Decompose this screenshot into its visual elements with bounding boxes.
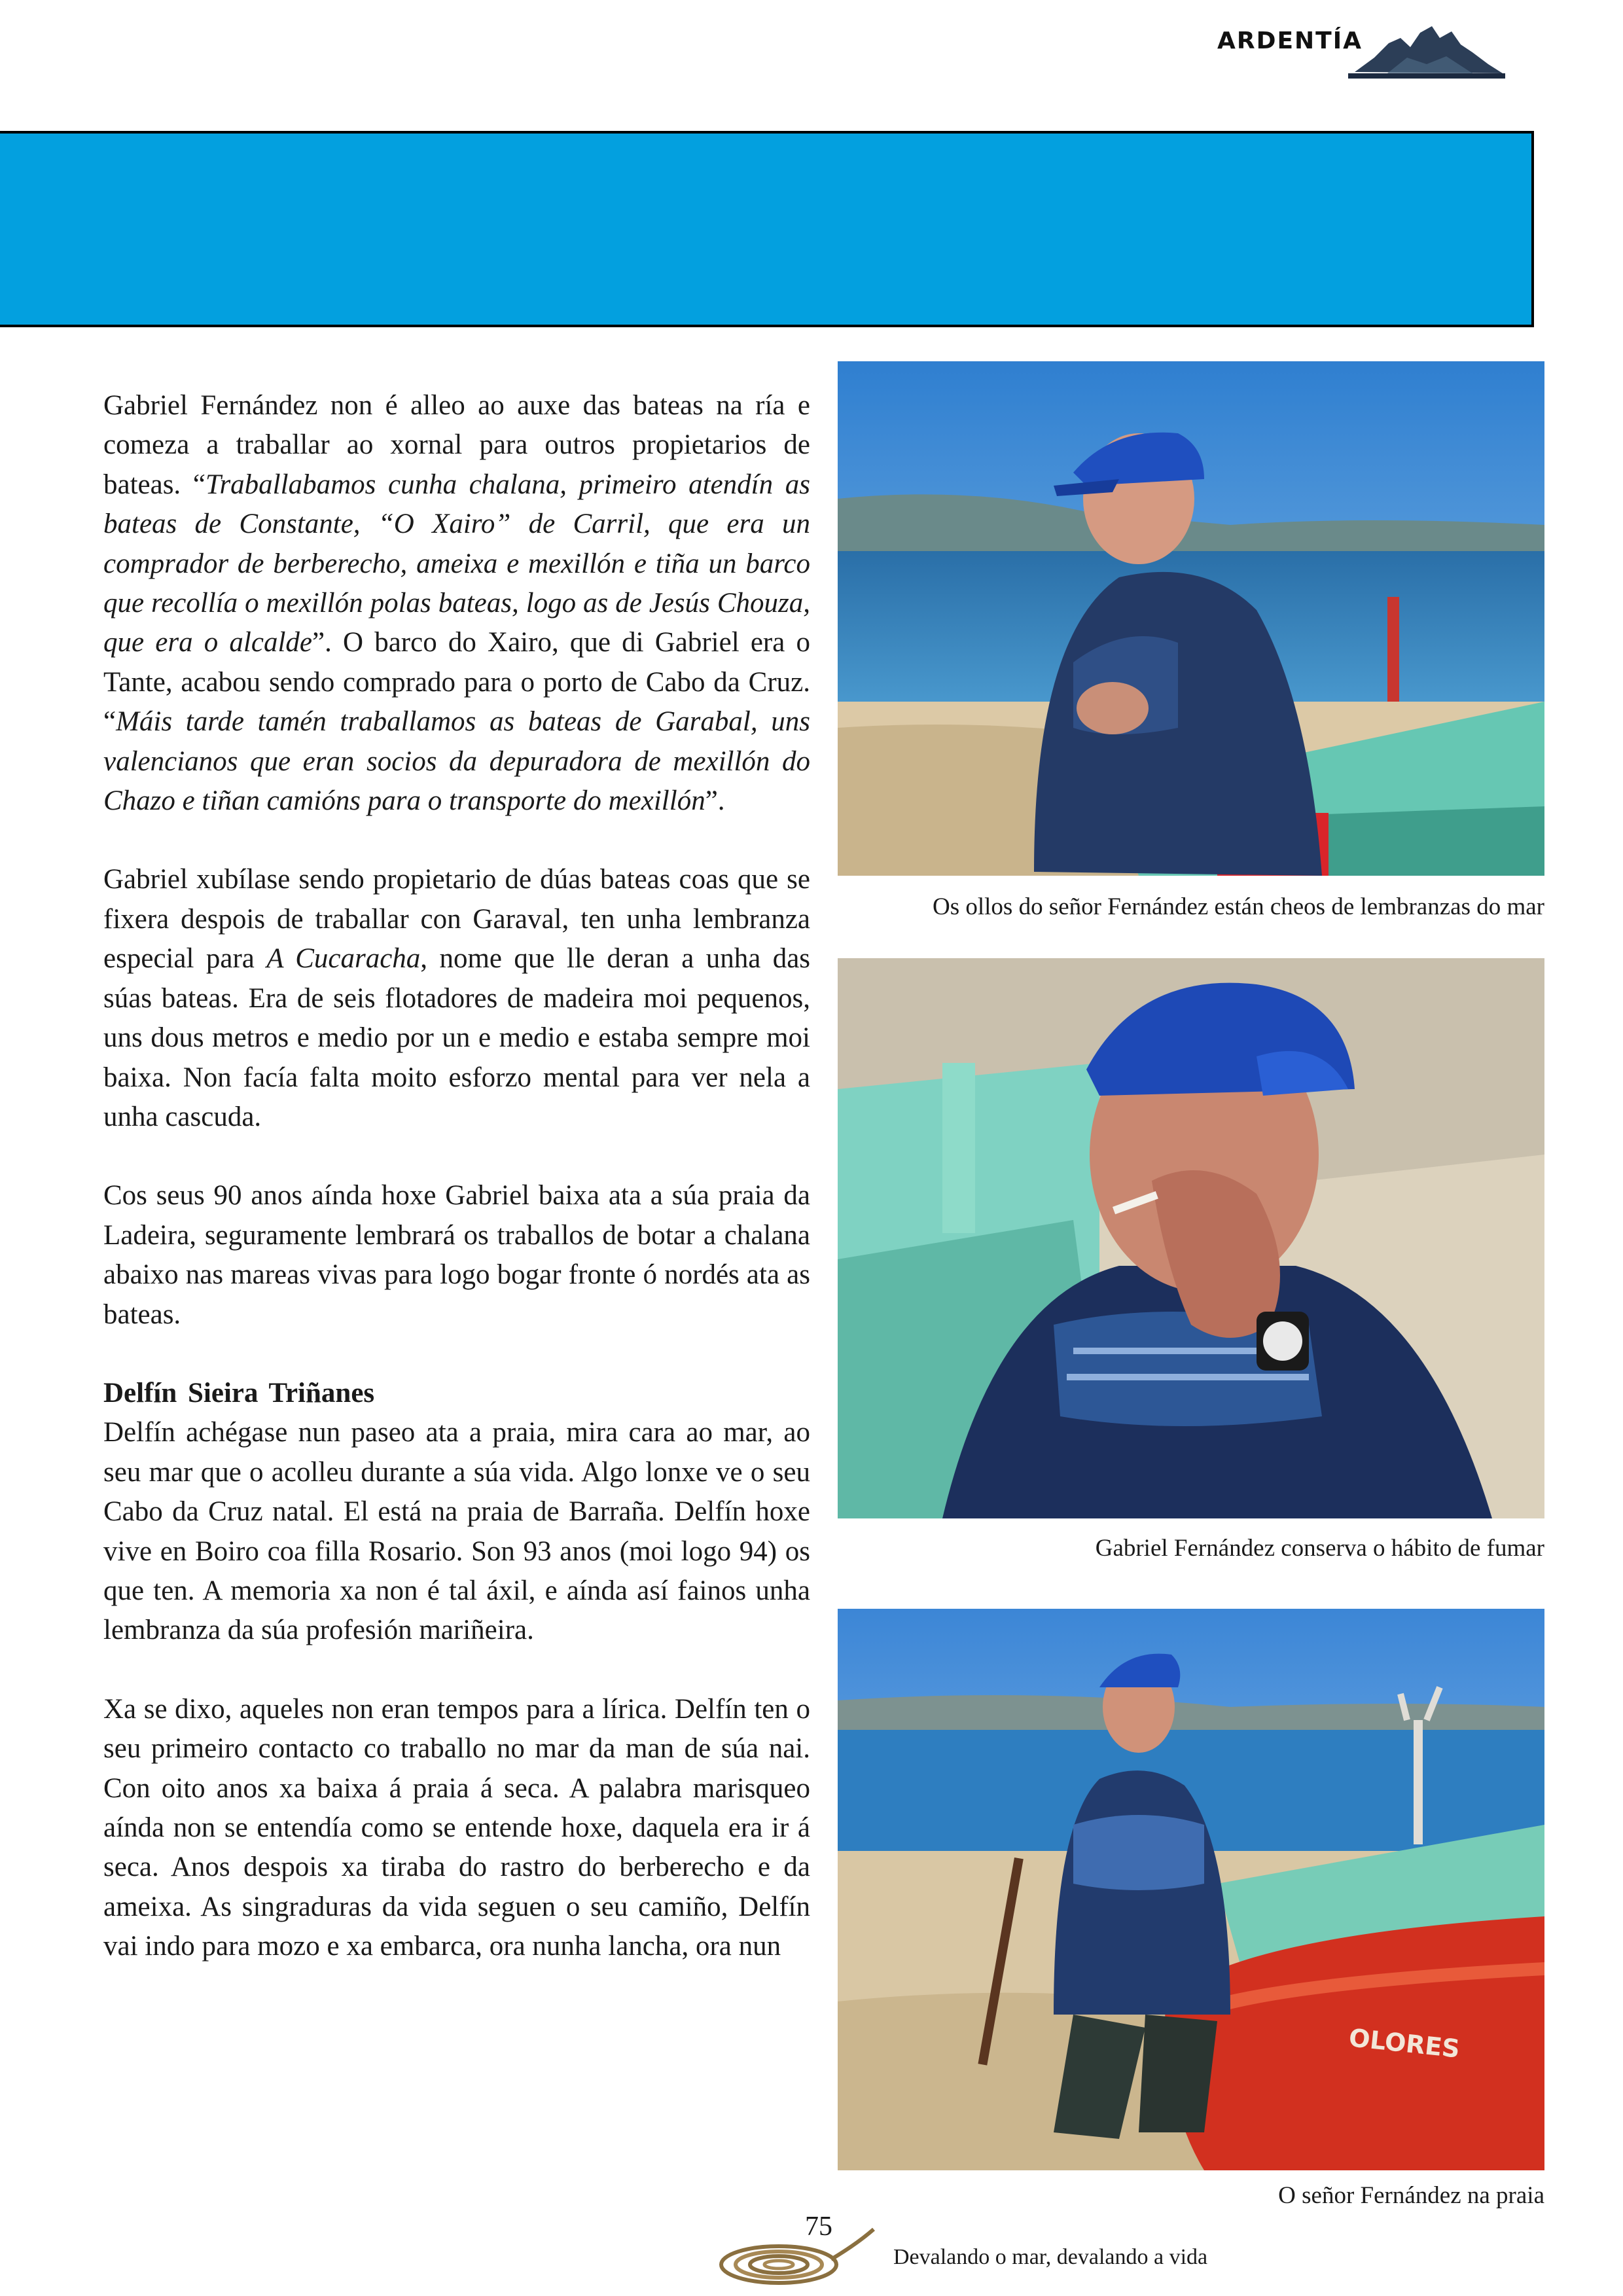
photo-man-by-sea — [838, 361, 1544, 876]
photo-caption-1: Os ollos do señor Fernández están cheos de lembranzas do mar — [933, 893, 1544, 920]
article-body — [103, 386, 810, 2006]
masthead — [1217, 18, 1505, 84]
footer-title: Devalando o mar, devalando a vida — [893, 2245, 1208, 2269]
boat-name-text: OLORES — [1347, 2023, 1461, 2064]
photo-caption-3: O señor Fernández na praia — [1278, 2182, 1544, 2209]
paragraph-4: Delfín achégase nun paseo ata a praia, mira cara ao mar, ao seu mar que o acolleu durante a súa vida. Algo lonxe ve o seu Cabo da Cruz natal. El está na praia de Barraña. Delfín hoxe vive en Boiro coa filla Rosario. Son 93 anos (moi logo 94) os que ten. A memoria xa non é tal áxil, e aínda así fainos unha lembranza da súa profesión mariñeira. — [103, 1417, 810, 1646]
photo-man-smoking-image — [838, 958, 1544, 1518]
photo-man-on-beach-image — [838, 1609, 1544, 2170]
title-banner — [0, 131, 1534, 327]
photo-man-on-beach — [838, 1609, 1544, 2170]
page-number: 75 — [805, 2212, 832, 2242]
photo-man-by-sea-image — [838, 361, 1544, 876]
paragraph-1: Gabriel Fernández non é alleo ao auxe das bateas na ría e comeza a traballar ao xornal para outros propietarios de bateas. “Traballabamos cunha chalana, primeiro atendín as bateas de Constante, “O Xairo” de Carril, que era un comprador de berberecho, ameixa e mexillón e tiña un barco que recollía o mexillón polas bateas, logo as de Jesús Chouza, que era o alcalde”. O barco do Xairo, que di Gabriel era o Tante, acabou sendo comprado para o porto de Cabo da Cruz. “Máis tarde tamén traballamos as bateas de Garabal, uns valencianos que eran socios da depuradora de mexillón do Chazo e tiñan camións para o transporte do mexillón”. — [103, 390, 810, 817]
photo-caption-2: Gabriel Fernández conserva o hábito de fumar — [1095, 1535, 1544, 1562]
magazine-name: ARDENTÍA — [1217, 27, 1363, 54]
rope-coil-icon — [707, 2217, 877, 2289]
rock-island-icon — [1348, 18, 1505, 84]
paragraph-2: Gabriel xubílase sendo propietario de dúas bateas coas que se fixera despois de traballar con Garaval, ten unha lembranza especial para A Cucaracha, nome que lle deran a unha das súas bateas. Era de seis flotadores de madeira moi pequenos, uns dous metros e medio por un e medio e estaba sempre moi baixa. Non facía falta moito esforzo mental para ver nela a unha cascuda. — [103, 864, 811, 1132]
paragraph-3: Cos seus 90 anos aínda hoxe Gabriel baixa ata a súa praia da Ladeira, seguramente lembrará os traballos de botar a chalana abaixo nas mareas vivas para logo bogar fronte ó nordés ata as bateas. — [103, 1180, 810, 1330]
paragraph-5: Xa se dixo, aqueles non eran tempos para a lírica. Delfín ten o seu primeiro contacto co traballo no mar da man de súa nai. Con oito anos xa baixa á praia á seca. A palabra marisqueo aínda non se entendía como se entende hoxe, daquela era ir á seca. Anos despois xa tiraba do rastro do berberecho e da ameixa. As singraduras da vida seguen o seu camiño, Delfín vai indo para mozo e xa embarca, ora nunha lancha, ora nun — [103, 1693, 810, 1962]
photo-man-smoking — [838, 958, 1544, 1518]
section-subheading: Delfín Sieira Triñanes — [103, 1377, 375, 1408]
